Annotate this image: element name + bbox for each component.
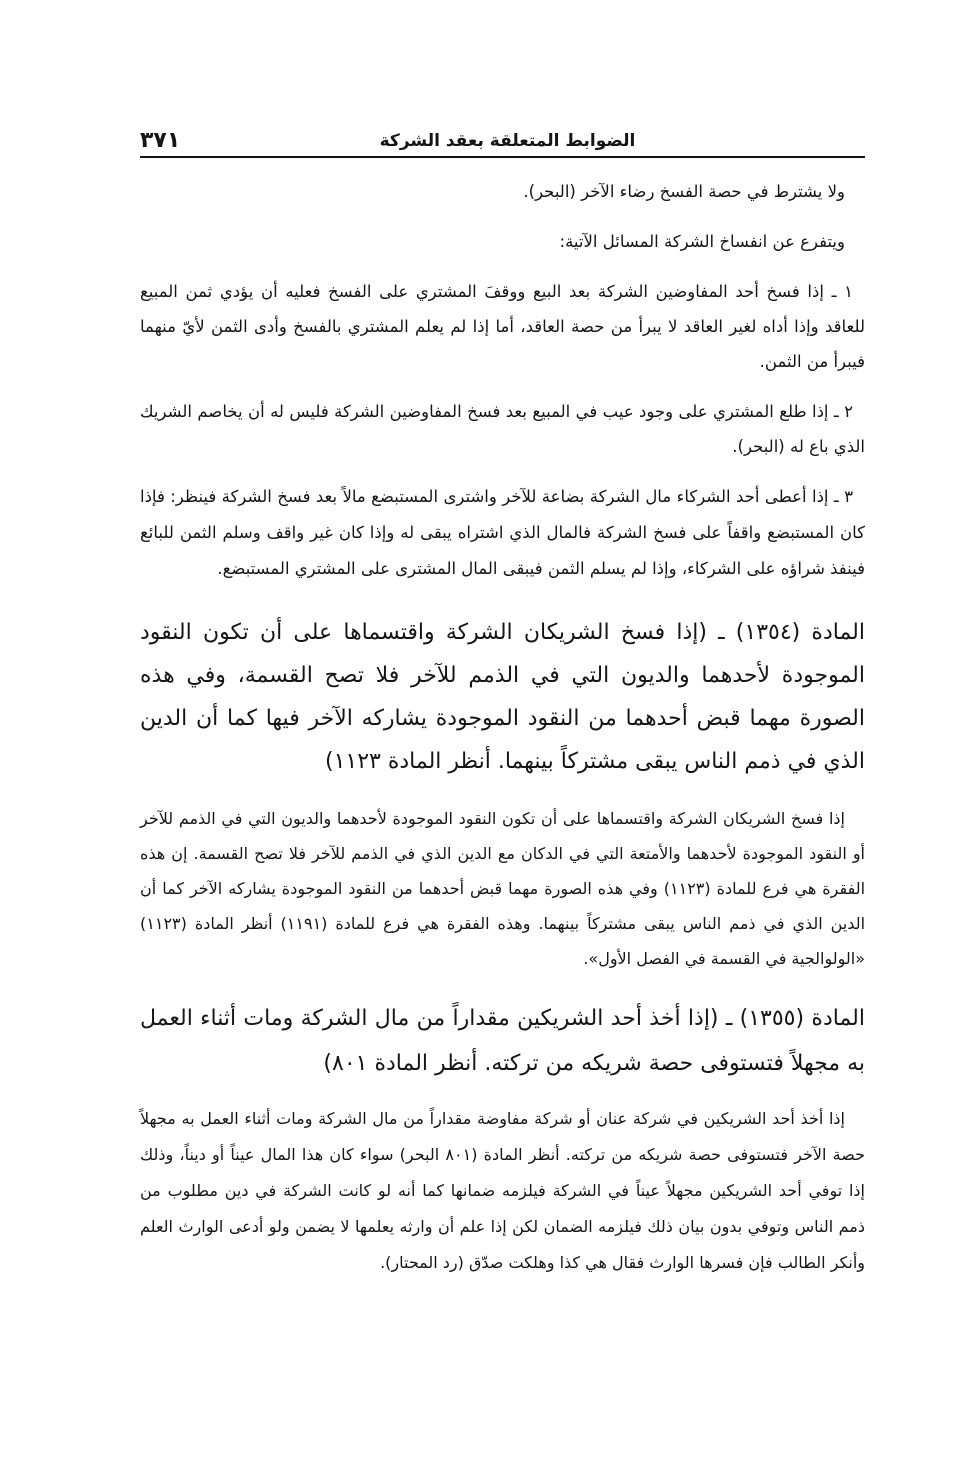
page-number: ٣٧١ [140, 128, 181, 153]
running-title: الضوابط المتعلقة بعقد الشركة [379, 131, 636, 151]
running-header [140, 126, 865, 158]
article-1355: المادة (١٣٥٥) ـ (إذا أخذ أحد الشريكين مقداراً من مال الشركة ومات أثناء العمل به مجهلاً فتستوفى حصة شريكه من تركته. أنظر المادة ٨٠١) [140, 1006, 865, 1076]
list-item-3: ٣ ـ إذا أعطى أحد الشركاء مال الشركة بضاعة للآخر واشترى المستبضع مالاً بعد فسخ الشركة فينظر: فإذا كان المستبضع واقفاً على فسخ الشركة فالمال الذي اشتراه يبقى له وإذا كان غير واقف وسلم الثمن للبائع فينفذ شراؤه على الشركاء، وإذا لم يسلم الثمن فيبقى المال المشترى على المشتري المستبضع. [140, 487, 865, 578]
commentary-1355: إذا أخذ أحد الشريكين في شركة عنان أو شركة مفاوضة مقداراً من مال الشركة ومات أثناء العمل به مجهلاً حصة الآخر فتستوفى حصة شريكه من تركته. أنظر المادة (٨٠١ البحر) سواء كان هذا المال عيناً أو ديناً، وذلك إذا توفي أحد الشريكين مجهلاً عيناً في الشركة فيلزمه ضمانها كما أنه لو كانت الشركة في دين مطلوب من ذمم الناس وتوفي بدون بيان ذلك فيلزمه الضمان لكن إذا علم أن وارثه يعلمها لا يضمن ولو أدعى الوارث العلم وأنكر الطالب فإن فسرها الوارث فقال هي كذا وهلكت صدّق (رد المحتار). [140, 1109, 865, 1272]
paragraph-intro-issues: ويتفرع عن انفساخ الشركة المسائل الآتية: [559, 232, 845, 251]
list-item-2: ٢ ـ إذا طلع المشتري على وجود عيب في المبيع بعد فسخ المفاوضين الشركة فليس له أن يخاصم الشريك الذي باع له (البحر). [140, 402, 865, 456]
article-1354: المادة (١٣٥٤) ـ (إذا فسخ الشريكان الشركة واقتسماها على أن تكون النقود الموجودة لأحدهما والديون التي في الذمم للآخر فلا تصح القسمة، وفي هذه الصورة مهما قبض أحدهما من النقود الموجودة يشاركه الآخر فيها كما أن الدين الذي في ذمم الناس يبقى مشتركاً بينهما. أنظر المادة ١١٢٣) [140, 620, 865, 774]
paragraph-condition: ولا يشترط في حصة الفسخ رضاء الآخر (البحر). [523, 182, 845, 201]
list-item-1: ١ ـ إذا فسخ أحد المفاوضين الشركة بعد البيع ووقفَ المشتري على الفسخ فعليه أن يؤدي ثمن المبيع للعاقد وإذا أداه لغير العاقد لا يبرأ من حصة العاقد، أما إذا لم يعلم المشتري بالفسخ وأدى الثمن لأيّ منهما فيبرأ من الثمن. [140, 282, 865, 371]
text-column [140, 126, 865, 1281]
commentary-1354: إذا فسخ الشريكان الشركة واقتسماها على أن تكون النقود الموجودة لأحدهما والديون التي في الذمم للآخر أو النقود الموجودة لأحدهما والأمتعة التي في الدكان مع الدين الذي في الذمم للآخر فلا تصح القسمة. إن هذه الفقرة هي فرع للمادة (١١٢٣) وفي هذه الصورة مهما قبض أحدهما من النقود الموجودة يشاركه الآخر كما أن الدين الذي في ذمم الناس يبقى مشتركاً بينهما. وهذه الفقرة هي فرع للمادة (١١٩١) أنظر المادة (١١٢٣) «الولوالجية في القسمة في الفصل الأول». [140, 809, 866, 968]
